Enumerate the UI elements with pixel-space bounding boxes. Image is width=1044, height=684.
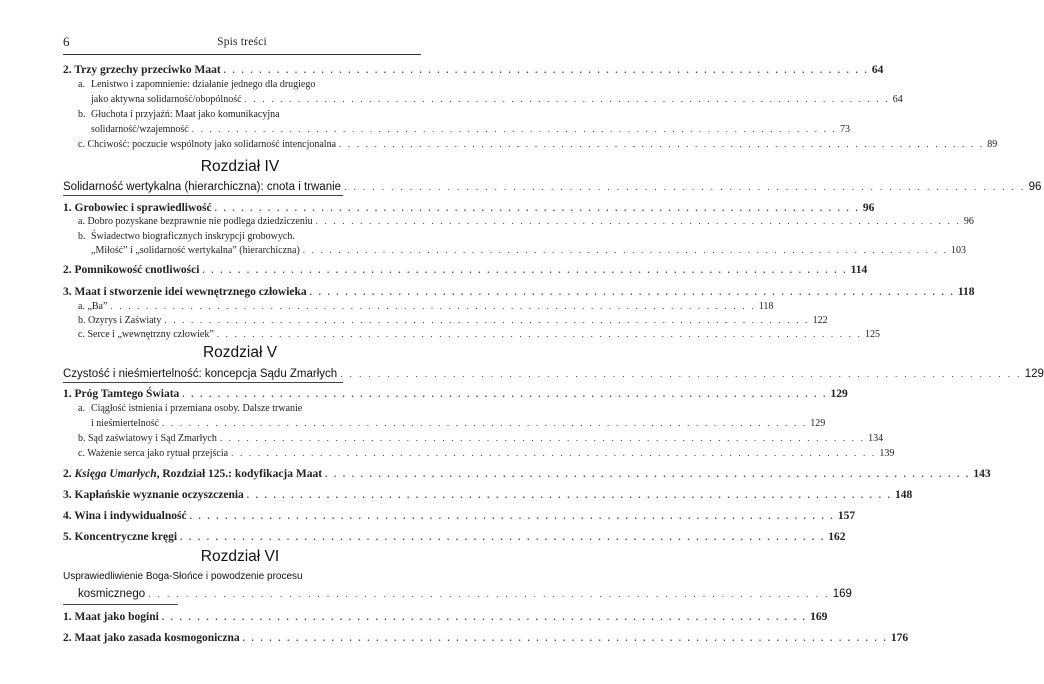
page-ref: 143 [973, 468, 991, 480]
page-ref: 118 [957, 286, 975, 298]
section-entry[interactable]: kosmicznego . . . . . . . . . . . . . . . . . . . . . . . . . . . . . . . . . . . . . . . . . . . . . . . . . . . . . . . . . . . . . . . . . . . . . . . . . 169 [78, 588, 852, 600]
toc-subentry[interactable]: c. Chciwość: poczucie wspólnoty jako solidarność intencjonalna . . . . . . . . . . . . . . . . . . . . . . . . . . . . . . . . . . . . . . . . . . . . . . . . . . . . . . . . . . . . . . . . . . . . . . . . . 89 [78, 139, 998, 150]
section-rule [63, 382, 343, 383]
toc-subentry[interactable]: „Miłość” i „solidarność wertykalna” (hierarchiczna) . . . . . . . . . . . . . . . . . . . . . . . . . . . . . . . . . . . . . . . . . . . . . . . . . . . . . . . . . . . . . . . . . . . . . . . . . 103 [91, 245, 967, 256]
dot-leader: . . . . . . . . . . . . . . . . . . . . . . . . . . . . . . . . . . . . . . . . . . . . . . . . . . . . . . . . . . . . . . . . . . . . . . . . . [246, 490, 893, 500]
dot-leader: . . . . . . . . . . . . . . . . . . . . . . . . . . . . . . . . . . . . . . . . . . . . . . . . . . . . . . . . . . . . . . . . . . . . . . . . . [242, 633, 888, 643]
toc-subentry-line[interactable]: Ciągłość istnienia i przemiana osoby. Dalsze trwanie [91, 403, 303, 414]
page-ref: 157 [837, 510, 856, 522]
toc-entry[interactable]: 2. Pomnikowość cnotliwości . . . . . . . . . . . . . . . . . . . . . . . . . . . . . . . . . . . . . . . . . . . . . . . . . . . . . . . . . . . . . . . . . . . . . . . . . 114 [63, 264, 868, 276]
dot-leader: . . . . . . . . . . . . . . . . . . . . . . . . . . . . . . . . . . . . . . . . . . . . . . . . . . . . . . . . . . . . . . . . . . . . . . . . . [309, 287, 955, 297]
header-rule [63, 54, 421, 55]
dot-leader: . . . . . . . . . . . . . . . . . . . . . . . . . . . . . . . . . . . . . . . . . . . . . . . . . . . . . . . . . . . . . . . . . . . . . . . . . [315, 216, 961, 226]
page-ref: 114 [850, 264, 868, 276]
toc-entry[interactable]: 2. Trzy grzechy przeciwko Maat . . . . . . . . . . . . . . . . . . . . . . . . . . . . . . . . . . . . . . . . . . . . . . . . . . . . . . . . . . . . . . . . . . . . . . . . . 64 [63, 64, 884, 76]
page-ref: 73 [840, 124, 850, 135]
toc-subentry[interactable]: c. Serce i „wewnętrzny człowiek” . . . . . . . . . . . . . . . . . . . . . . . . . . . . . . . . . . . . . . . . . . . . . . . . . . . . . . . . . . . . . . . . . . . . . . . . . 125 [78, 329, 881, 340]
toc-subentry[interactable]: solidarność/wzajemność . . . . . . . . . . . . . . . . . . . . . . . . . . . . . . . . . . . . . . . . . . . . . . . . . . . . . . . . . . . . . . . . . . . . . . . . . 73 [91, 124, 850, 135]
page-ref: 103 [951, 245, 967, 256]
dot-leader: . . . . . . . . . . . . . . . . . . . . . . . . . . . . . . . . . . . . . . . . . . . . . . . . . . . . . . . . . . . . . . . . . . . . . . . . . [223, 65, 869, 75]
toc-subentry-line[interactable]: Głuchota i przyjaźń: Maat jako komunikacyjna [91, 109, 280, 120]
section-rule [63, 195, 343, 196]
page-ref: 89 [987, 139, 998, 150]
dot-leader: . . . . . . . . . . . . . . . . . . . . . . . . . . . . . . . . . . . . . . . . . . . . . . . . . . . . . . . . . . . . . . . . . . . . . . . . . [325, 469, 971, 479]
toc-entry[interactable]: 2. Maat jako zasada kosmogoniczna . . . . . . . . . . . . . . . . . . . . . . . . . . . . . . . . . . . . . . . . . . . . . . . . . . . . . . . . . . . . . . . . . . . . . . . . . 176 [63, 632, 909, 644]
toc-entry[interactable]: 1. Próg Tamtego Świata . . . . . . . . . . . . . . . . . . . . . . . . . . . . . . . . . . . . . . . . . . . . . . . . . . . . . . . . . . . . . . . . . . . . . . . . . 129 [63, 388, 848, 400]
chapter-heading: Rozdział IV [200, 158, 280, 175]
running-header [63, 34, 421, 54]
toc-entry[interactable]: 1. Grobowiec i sprawiedliwość . . . . . . . . . . . . . . . . . . . . . . . . . . . . . . . . . . . . . . . . . . . . . . . . . . . . . . . . . . . . . . . . . . . . . . . . . 96 [63, 202, 875, 214]
page-ref: 139 [879, 448, 895, 459]
toc-subentry-line[interactable]: Lenistwo i zapomnienie: działanie jednego dla drugiego [91, 79, 316, 90]
toc-subentry-num: b. [78, 109, 86, 120]
dot-leader: . . . . . . . . . . . . . . . . . . . . . . . . . . . . . . . . . . . . . . . . . . . . . . . . . . . . . . . . . . . . . . . . . . . . . . . . . [216, 329, 863, 339]
dot-leader: . . . . . . . . . . . . . . . . . . . . . . . . . . . . . . . . . . . . . . . . . . . . . . . . . . . . . . . . . . . . . . . . . . . . . . . . . [110, 301, 756, 311]
page-ref: 125 [865, 329, 881, 340]
page-ref: 96 [963, 216, 974, 227]
toc-subentry[interactable]: c. Ważenie serca jako rytuał przejścia . . . . . . . . . . . . . . . . . . . . . . . . . . . . . . . . . . . . . . . . . . . . . . . . . . . . . . . . . . . . . . . . . . . . . . . . . 139 [78, 448, 895, 459]
dot-leader: . . . . . . . . . . . . . . . . . . . . . . . . . . . . . . . . . . . . . . . . . . . . . . . . . . . . . . . . . . . . . . . . . . . . . . . . . [202, 265, 848, 275]
page-ref: 64 [871, 64, 884, 76]
toc-subentry[interactable]: a. „Ba” . . . . . . . . . . . . . . . . . . . . . . . . . . . . . . . . . . . . . . . . . . . . . . . . . . . . . . . . . . . . . . . . . . . . . . . . . 118 [78, 301, 774, 312]
toc-subentry-num: a. [78, 79, 85, 90]
page-ref: 96 [1028, 181, 1042, 193]
dot-leader: . . . . . . . . . . . . . . . . . . . . . . . . . . . . . . . . . . . . . . . . . . . . . . . . . . . . . . . . . . . . . . . . . . . . . . . . . [339, 139, 985, 149]
dot-leader: . . . . . . . . . . . . . . . . . . . . . . . . . . . . . . . . . . . . . . . . . . . . . . . . . . . . . . . . . . . . . . . . . . . . . . . . . [182, 389, 828, 399]
chapter-heading: Rozdział V [202, 344, 278, 361]
page-ref: 129 [810, 418, 826, 429]
toc-entry[interactable]: 1. Maat jako bogini . . . . . . . . . . . . . . . . . . . . . . . . . . . . . . . . . . . . . . . . . . . . . . . . . . . . . . . . . . . . . . . . . . . . . . . . . 169 [63, 611, 828, 623]
page-ref: 129 [830, 388, 848, 400]
toc-subentry-line[interactable]: Świadectwo biograficznych inskrypcji grobowych. [91, 231, 295, 242]
page-ref: 96 [862, 202, 875, 214]
toc-entry[interactable]: 4. Wina i indywidualność . . . . . . . . . . . . . . . . . . . . . . . . . . . . . . . . . . . . . . . . . . . . . . . . . . . . . . . . . . . . . . . . . . . . . . . . . 157 [63, 510, 856, 522]
dot-leader: . . . . . . . . . . . . . . . . . . . . . . . . . . . . . . . . . . . . . . . . . . . . . . . . . . . . . . . . . . . . . . . . . . . . . . . . . [164, 315, 810, 325]
dot-leader: . . . . . . . . . . . . . . . . . . . . . . . . . . . . . . . . . . . . . . . . . . . . . . . . . . . . . . . . . . . . . . . . . . . . . . . . . [148, 589, 830, 599]
page-ref: 134 [868, 433, 884, 444]
section-entry-line[interactable]: Usprawiedliwienie Boga-Słońce i powodzenie procesu [63, 571, 303, 582]
dot-leader: . . . . . . . . . . . . . . . . . . . . . . . . . . . . . . . . . . . . . . . . . . . . . . . . . . . . . . . . . . . . . . . . . . . . . . . . . [161, 612, 808, 622]
section-entry[interactable]: Czystość i nieśmiertelność: koncepcja Sądu Zmarłych . . . . . . . . . . . . . . . . . . . . . . . . . . . . . . . . . . . . . . . . . . . . . . . . . . . . . . . . . . . . . . . . . . . . . . . . . 129 [63, 368, 1044, 380]
dot-leader: . . . . . . . . . . . . . . . . . . . . . . . . . . . . . . . . . . . . . . . . . . . . . . . . . . . . . . . . . . . . . . . . . . . . . . . . . [180, 532, 826, 542]
section-entry[interactable]: Solidarność wertykalna (hierarchiczna): cnota i trwanie . . . . . . . . . . . . . . . . . . . . . . . . . . . . . . . . . . . . . . . . . . . . . . . . . . . . . . . . . . . . . . . . . . . . . . . . . 96 [63, 181, 1042, 193]
page-ref: 148 [895, 489, 913, 501]
dot-leader: . . . . . . . . . . . . . . . . . . . . . . . . . . . . . . . . . . . . . . . . . . . . . . . . . . . . . . . . . . . . . . . . . . . . . . . . . [219, 433, 866, 443]
page-number: 6 [63, 34, 70, 49]
dot-leader: . . . . . . . . . . . . . . . . . . . . . . . . . . . . . . . . . . . . . . . . . . . . . . . . . . . . . . . . . . . . . . . . . . . . . . . . . [191, 124, 837, 134]
toc-subentry-num: a. [78, 403, 85, 414]
dot-leader: . . . . . . . . . . . . . . . . . . . . . . . . . . . . . . . . . . . . . . . . . . . . . . . . . . . . . . . . . . . . . . . . . . . . . . . . . [344, 182, 1026, 192]
dot-leader: . . . . . . . . . . . . . . . . . . . . . . . . . . . . . . . . . . . . . . . . . . . . . . . . . . . . . . . . . . . . . . . . . . . . . . . . . [244, 94, 890, 104]
dot-leader: . . . . . . . . . . . . . . . . . . . . . . . . . . . . . . . . . . . . . . . . . . . . . . . . . . . . . . . . . . . . . . . . . . . . . . . . . [214, 203, 860, 213]
dot-leader: . . . . . . . . . . . . . . . . . . . . . . . . . . . . . . . . . . . . . . . . . . . . . . . . . . . . . . . . . . . . . . . . . . . . . . . . . [162, 418, 808, 428]
toc-subentry[interactable]: i nieśmiertelność . . . . . . . . . . . . . . . . . . . . . . . . . . . . . . . . . . . . . . . . . . . . . . . . . . . . . . . . . . . . . . . . . . . . . . . . . 129 [91, 418, 826, 429]
page-ref: 122 [812, 315, 828, 326]
toc-entry[interactable]: 2. Księga Umarłych, Rozdział 125.: kodyfikacja Maat . . . . . . . . . . . . . . . . . . . . . . . . . . . . . . . . . . . . . . . . . . . . . . . . . . . . . . . . . . . . . . . . . . . . . . . . . 143 [63, 468, 991, 480]
section-rule [63, 604, 178, 605]
toc-entry[interactable]: 5. Koncentryczne kręgi . . . . . . . . . . . . . . . . . . . . . . . . . . . . . . . . . . . . . . . . . . . . . . . . . . . . . . . . . . . . . . . . . . . . . . . . . 162 [63, 531, 846, 543]
page-ref: 169 [832, 588, 852, 600]
page-ref: 176 [890, 632, 909, 644]
toc-entry[interactable]: 3. Kapłańskie wyznanie oczyszczenia . . . . . . . . . . . . . . . . . . . . . . . . . . . . . . . . . . . . . . . . . . . . . . . . . . . . . . . . . . . . . . . . . . . . . . . . . 148 [63, 489, 913, 501]
toc-subentry[interactable]: b. Sąd zaświatowy i Sąd Zmarłych . . . . . . . . . . . . . . . . . . . . . . . . . . . . . . . . . . . . . . . . . . . . . . . . . . . . . . . . . . . . . . . . . . . . . . . . . 134 [78, 433, 884, 444]
page-ref: 118 [758, 301, 774, 312]
dot-leader: . . . . . . . . . . . . . . . . . . . . . . . . . . . . . . . . . . . . . . . . . . . . . . . . . . . . . . . . . . . . . . . . . . . . . . . . . [231, 448, 877, 458]
toc-subentry[interactable]: b. Ozyrys i Zaświaty . . . . . . . . . . . . . . . . . . . . . . . . . . . . . . . . . . . . . . . . . . . . . . . . . . . . . . . . . . . . . . . . . . . . . . . . . 122 [78, 315, 828, 326]
chapter-heading: Rozdział VI [200, 548, 280, 565]
page-ref: 169 [810, 611, 828, 623]
page-ref: 129 [1024, 368, 1044, 380]
dot-leader: . . . . . . . . . . . . . . . . . . . . . . . . . . . . . . . . . . . . . . . . . . . . . . . . . . . . . . . . . . . . . . . . . . . . . . . . . [189, 511, 835, 521]
toc-entry[interactable]: 3. Maat i stworzenie idei wewnętrznego człowieka . . . . . . . . . . . . . . . . . . . . . . . . . . . . . . . . . . . . . . . . . . . . . . . . . . . . . . . . . . . . . . . . . . . . . . . . . 118 [63, 286, 975, 298]
toc-subentry-num: b. [78, 231, 86, 242]
toc-subentry[interactable]: jako aktywna solidarność/obopólność . . . . . . . . . . . . . . . . . . . . . . . . . . . . . . . . . . . . . . . . . . . . . . . . . . . . . . . . . . . . . . . . . . . . . . . . . 64 [91, 94, 903, 105]
running-title: Spis treści [217, 36, 267, 48]
page-ref: 162 [828, 531, 846, 543]
page-ref: 64 [892, 94, 903, 105]
dot-leader: . . . . . . . . . . . . . . . . . . . . . . . . . . . . . . . . . . . . . . . . . . . . . . . . . . . . . . . . . . . . . . . . . . . . . . . . . [340, 369, 1022, 379]
toc-subentry[interactable]: a. Dobro pozyskane bezprawnie nie podlega dziedziczeniu . . . . . . . . . . . . . . . . . . . . . . . . . . . . . . . . . . . . . . . . . . . . . . . . . . . . . . . . . . . . . . . . . . . . . . . . . 96 [78, 216, 974, 227]
dot-leader: . . . . . . . . . . . . . . . . . . . . . . . . . . . . . . . . . . . . . . . . . . . . . . . . . . . . . . . . . . . . . . . . . . . . . . . . . [302, 245, 949, 255]
